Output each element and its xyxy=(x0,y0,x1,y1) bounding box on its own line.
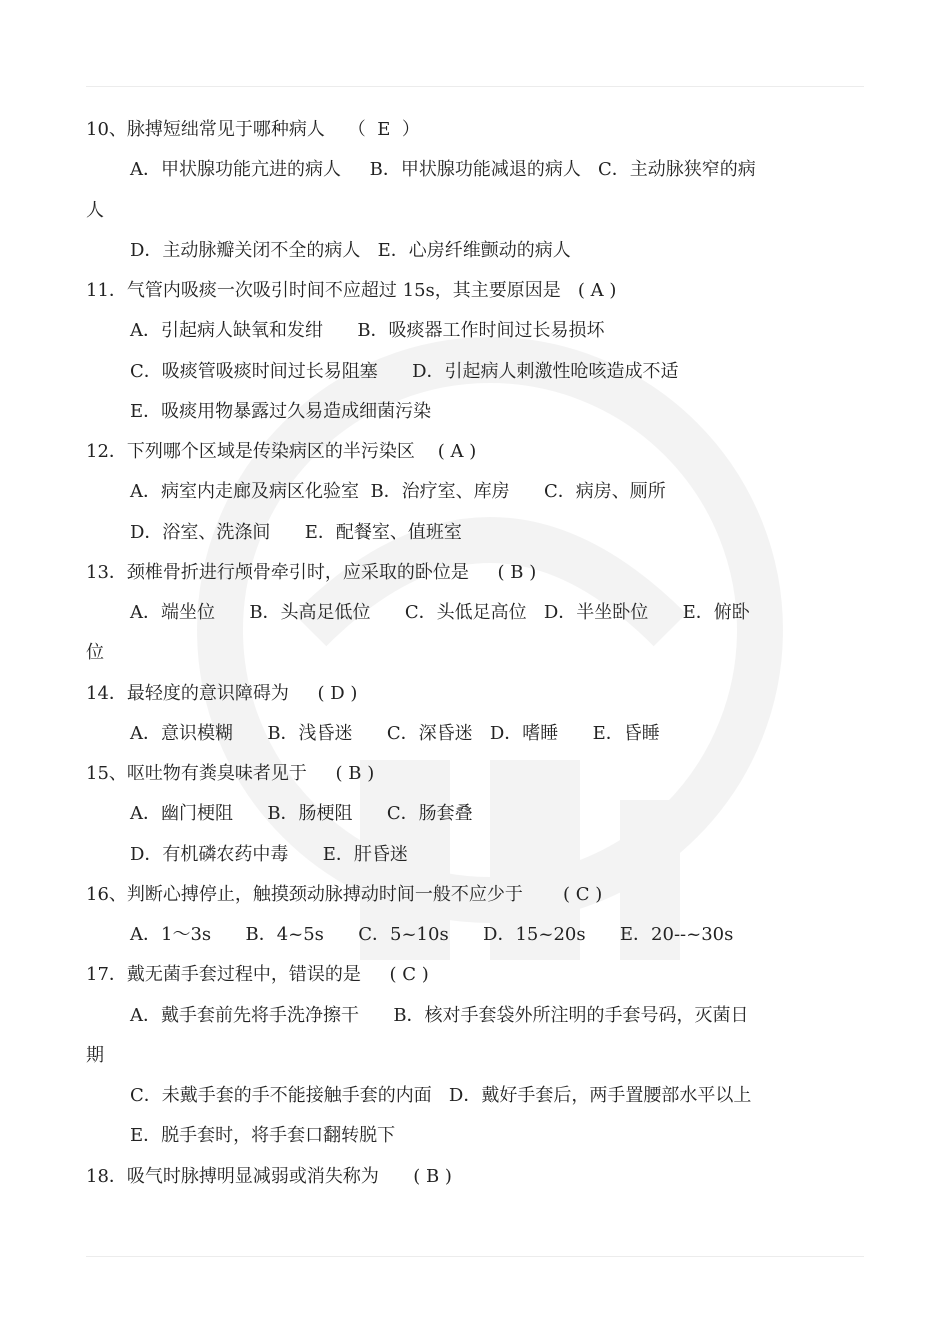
answer-options-line: A．端坐位 B．头高足低位 C．头低足高位 D．半坐卧位 E．俯卧 xyxy=(130,602,750,623)
answer-options-line: A．1～3s B．4~5s C．5~10s D．15~20s E．20--~30s xyxy=(130,924,734,945)
answer-options-line: E．脱手套时，将手套口翻转脱下 xyxy=(130,1125,396,1146)
answer-options-line: C．未戴手套的手不能接触手套的内面 D．戴好手套后，两手置腰部水平以上 xyxy=(130,1085,752,1106)
footer-rule xyxy=(86,1256,864,1257)
question-line: 17．戴无菌手套过程中，错误的是 ( C ) xyxy=(86,964,429,985)
watermark-logo xyxy=(190,330,790,970)
answer-options-line: C．吸痰管吸痰时间过长易阻塞 D．引起病人刺激性呛咳造成不适 xyxy=(130,361,679,382)
answer-options-line: A．引起病人缺氧和发绀 B．吸痰器工作时间过长易损坏 xyxy=(130,320,605,341)
header-rule xyxy=(86,86,864,87)
question-line: 期 xyxy=(86,1045,104,1066)
answer-options-line: A．意识模糊 B．浅昏迷 C．深昏迷 D．嗜睡 E．昏睡 xyxy=(130,723,660,744)
answer-options-line: D．浴室、洗涤间 E．配餐室、值班室 xyxy=(130,522,462,543)
question-line: 14．最轻度的意识障碍为 ( D ) xyxy=(86,683,358,704)
question-line: 12．下列哪个区域是传染病区的半污染区 ( A ) xyxy=(86,441,477,462)
question-line: 16、判断心搏停止，触摸颈动脉搏动时间一般不应少于 ( C ) xyxy=(86,884,603,905)
question-line: 10、脉搏短绌常见于哪种病人 （ E ） xyxy=(86,119,420,140)
answer-options-line: D．有机磷农药中毒 E．肝昏迷 xyxy=(130,844,408,865)
question-line: 15、呕吐物有粪臭味者见于 ( B ) xyxy=(86,763,375,784)
answer-options-line: A．戴手套前先将手洗净擦干 B．核对手套袋外所注明的手套号码，灭菌日 xyxy=(130,1005,749,1026)
answer-options-line: A．甲状腺功能亢进的病人 B．甲状腺功能减退的病人 C．主动脉狭窄的病 xyxy=(130,159,756,180)
question-line: 11．气管内吸痰一次吸引时间不应超过 15s，其主要原因是 ( A ) xyxy=(86,280,617,301)
answer-options-line: E．吸痰用物暴露过久易造成细菌污染 xyxy=(130,401,432,422)
answer-options-line: D．主动脉瓣关闭不全的病人 E．心房纤维颤动的病人 xyxy=(130,240,571,261)
question-line: 人 xyxy=(86,200,104,221)
question-line: 13．颈椎骨折进行颅骨牵引时，应采取的卧位是 ( B ) xyxy=(86,562,537,583)
question-line: 18．吸气时脉搏明显减弱或消失称为 ( B ) xyxy=(86,1166,452,1187)
answer-options-line: A．病室内走廊及病区化验室 B．治疗室、库房 C．病房、厕所 xyxy=(130,481,666,502)
question-line: 位 xyxy=(86,642,104,663)
answer-options-line: A．幽门梗阻 B．肠梗阻 C．肠套叠 xyxy=(130,803,473,824)
